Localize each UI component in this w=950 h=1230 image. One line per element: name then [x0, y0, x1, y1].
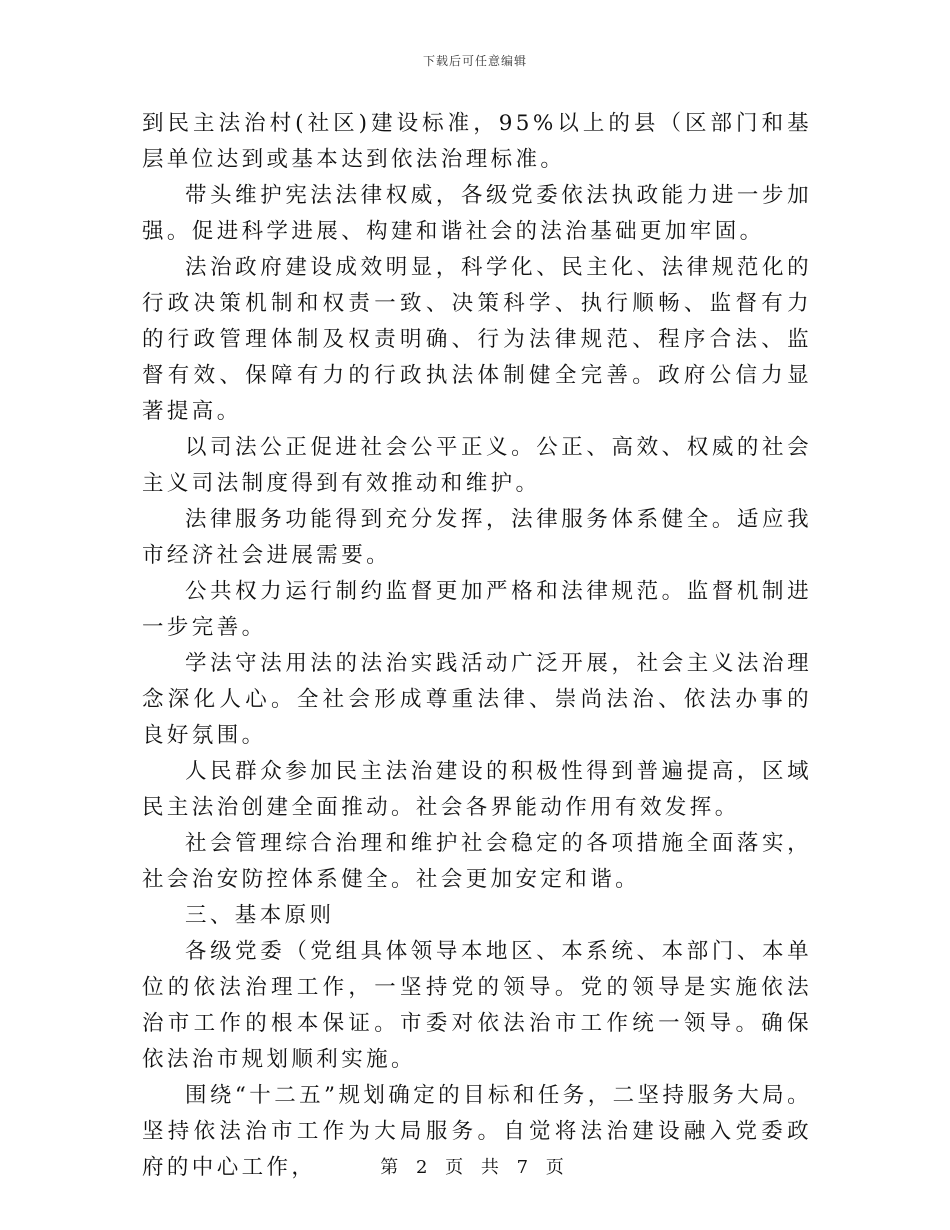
paragraph: 围绕“十二五”规划确定的目标和任务，二坚持服务大局。坚持依法治市工作为大局服务。自觉将法治建设融入党委政府的中心工作，: [142, 1083, 812, 1180]
paragraph: 法治政府建设成效明显，科学化、民主化、法律规范化的行政决策机制和权责一致、决策科学、执行顺畅、监督有力的行政管理体制及权责明确、行为法律规范、程序合法、监督有效、保障有力的行政执法体制健全完善。政府公信力显著提高。: [142, 255, 812, 424]
paragraph: 人民群众参加民主法治建设的积极性得到普遍提高，区域民主法治创建全面推动。社会各界能动作用有效发挥。: [142, 759, 812, 820]
page-number: 第 2 页 共 7 页: [380, 1157, 570, 1178]
paragraph: 以司法公正促进社会公平正义。公正、高效、权威的社会主义司法制度得到有效推动和维护。: [142, 435, 812, 496]
paragraph-continuation: 到民主法治村(社区)建设标准，95%以上的县（区部门和基层单位达到或基本达到依法治理标准。: [142, 111, 812, 172]
paragraph: 带头维护宪法法律权威，各级党委依法执政能力进一步加强。促进科学进展、构建和谐社会的法治基础更加牢固。: [142, 183, 812, 244]
paragraph: 学法守法用法的法治实践活动广泛开展，社会主义法治理念深化人心。全社会形成尊重法律、崇尚法治、依法办事的良好氛围。: [142, 651, 812, 748]
paragraph: 法律服务功能得到充分发挥，法律服务体系健全。适应我市经济社会进展需要。: [142, 507, 812, 568]
section-heading: 三、基本原则: [185, 903, 335, 928]
paragraph: 各级党委（党组具体领导本地区、本系统、本部门、本单位的依法治理工作，一坚持党的领导。党的领导是实施依法治市工作的根本保证。市委对依法治市工作统一领导。确保依法治市规划顺利实施。: [142, 939, 812, 1072]
paragraph: 社会管理综合治理和维护社会稳定的各项措施全面落实，社会治安防控体系健全。社会更加安定和谐。: [142, 831, 812, 892]
document-body: [142, 106, 812, 1186]
page-header: 下载后可任意编辑: [422, 54, 527, 68]
paragraph: 公共权力运行制约监督更加严格和法律规范。监督机制进一步完善。: [142, 579, 812, 640]
